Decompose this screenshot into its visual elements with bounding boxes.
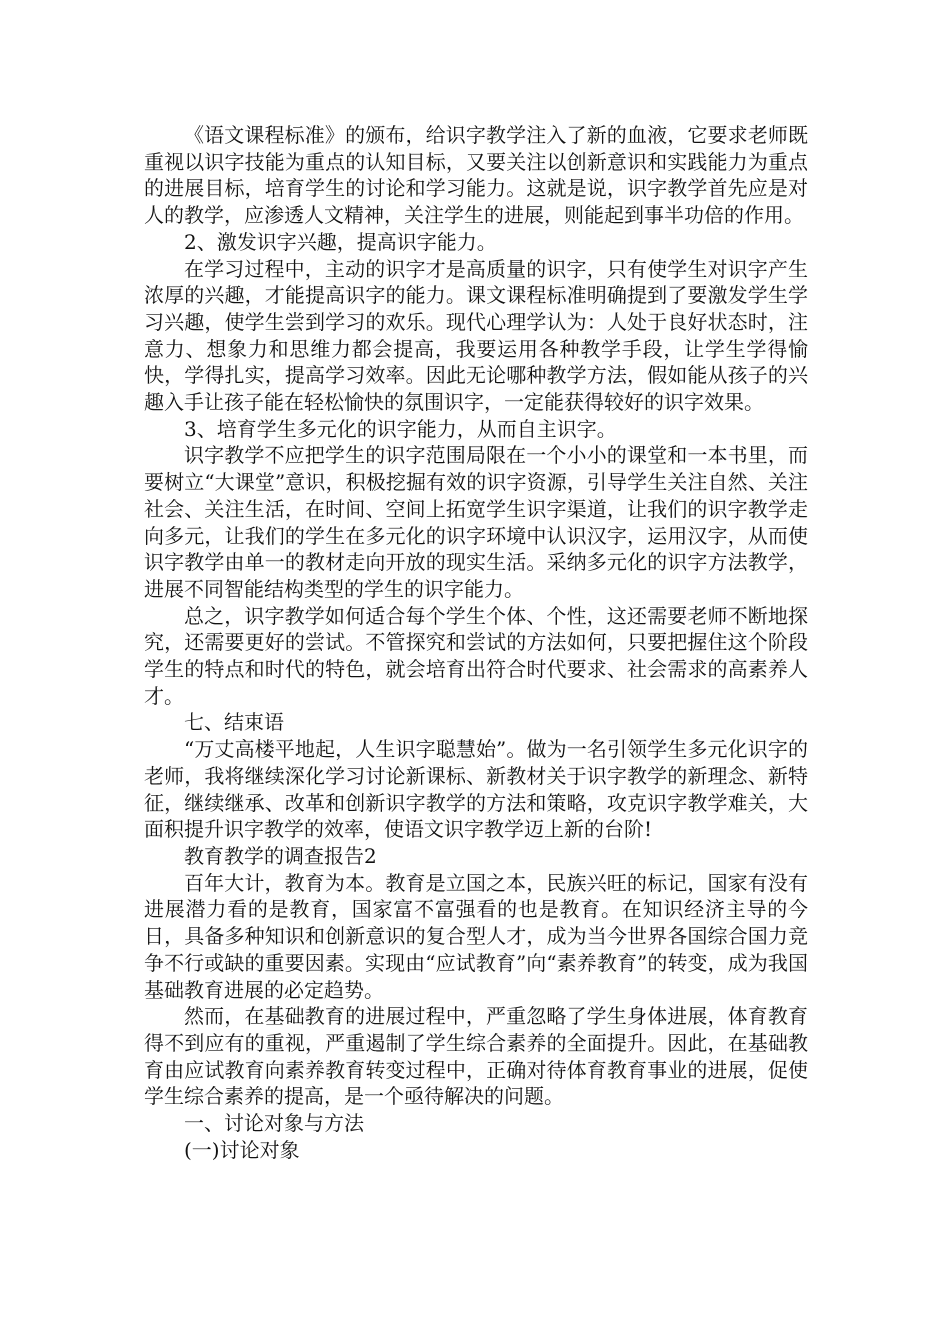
paragraph-learning-process: 在学习过程中，主动的识字才是高质量的识字，只有使学生对识字产生浓厚的兴趣，才能提高识字的能力。课文课程标准明确提到了要激发学生学习兴趣，使学生尝到学习的欢乐。现代心理学认为：人处于良好状态时，注意力、想象力和思维力都会提高，我要运用各种教学手段，让学生学得愉快，学得扎实，提高学习效率。因此无论哪种教学方法，假如能从孩子的兴趣入手让孩子能在轻松愉快的氛围识字，一定能获得较好的识字效果。 bbox=[144, 256, 808, 415]
heading-diversified-ability: 3、培育学生多元化的识字能力，从而自主识字。 bbox=[184, 416, 617, 441]
paragraph-conclusion: “万丈高楼平地起，人生识字聪慧始”。做为一名引领学生多元化识字的老师，我将继续深化学习讨论新课标、新教材关于识字教学的新理念、新特征，继续继承、改革和创新识字教学的方法和策略，攻克识字教学难关，大面积提升识字教学的效率，使语文识字教学迈上新的台阶! bbox=[144, 737, 808, 842]
paragraph-education-foundation: 百年大计，教育为本。教育是立国之本，民族兴旺的标记，国家有没有进展潜力看的是教育，国家富不富强看的也是教育。在知识经济主导的今日，具备多种知识和创新意识的复合型人才，成为当今世界各国综合国力竞争不行或缺的重要因素。实现由“应试教育”向“素养教育”的转变，成为我国基础教育进展的必定趋势。 bbox=[144, 870, 808, 1002]
heading-stimulate-interest: 2、激发识字兴趣，提高识字能力。 bbox=[184, 229, 497, 254]
heading-report-2: 教育教学的调查报告2 bbox=[184, 843, 377, 868]
paragraph-big-classroom: 识字教学不应把学生的识字范围局限在一个小小的课堂和一本书里，而要树立“大课堂”意识，积极挖掘有效的识字资源，引导学生关注自然、关注社会、关注生活，在时间、空间上拓宽学生识字渠道，让我们的识字教学走向多元，让我们的学生在多元化的识字环境中认识汉字，运用汉字，从而使识字教学由单一的教材走向开放的现实生活。采纳多元化的识字方法教学，进展不同智能结构类型的学生的识字能力。 bbox=[144, 443, 808, 601]
heading-research-object: (一)讨论对象 bbox=[184, 1137, 300, 1162]
paragraph-curriculum-standard: 《语文课程标准》的颁布，给识字教学注入了新的血液，它要求老师既重视以识字技能为重点的认知目标，又要关注以创新意识和实践能力为重点的进展目标，培育学生的讨论和学习能力。这就是说，识字教学首先应是对人的教学，应渗透人文精神，关注学生的进展，则能起到事半功倍的作用。 bbox=[144, 123, 808, 228]
paragraph-summary: 总之，识字教学如何适合每个学生个体、个性，这还需要老师不断地探究，还需要更好的尝试。不管探究和尝试的方法如何，只要把握住这个阶段学生的特点和时代的特色，就会培育出符合时代要求、社会需求的高素养人才。 bbox=[144, 603, 808, 708]
heading-conclusion: 七、结束语 bbox=[184, 710, 284, 735]
paragraph-physical-education: 然而，在基础教育的进展过程中，严重忽略了学生身体进展，体育教育得不到应有的重视，严重遏制了学生综合素养的全面提升。因此，在基础教育由应试教育向素养教育转变过程中，正确对待体育教育事业的进展，促使学生综合素养的提高，是一个亟待解决的问题。 bbox=[144, 1004, 808, 1109]
heading-research-object-method: 一、讨论对象与方法 bbox=[184, 1111, 364, 1136]
document-body bbox=[144, 122, 808, 1163]
